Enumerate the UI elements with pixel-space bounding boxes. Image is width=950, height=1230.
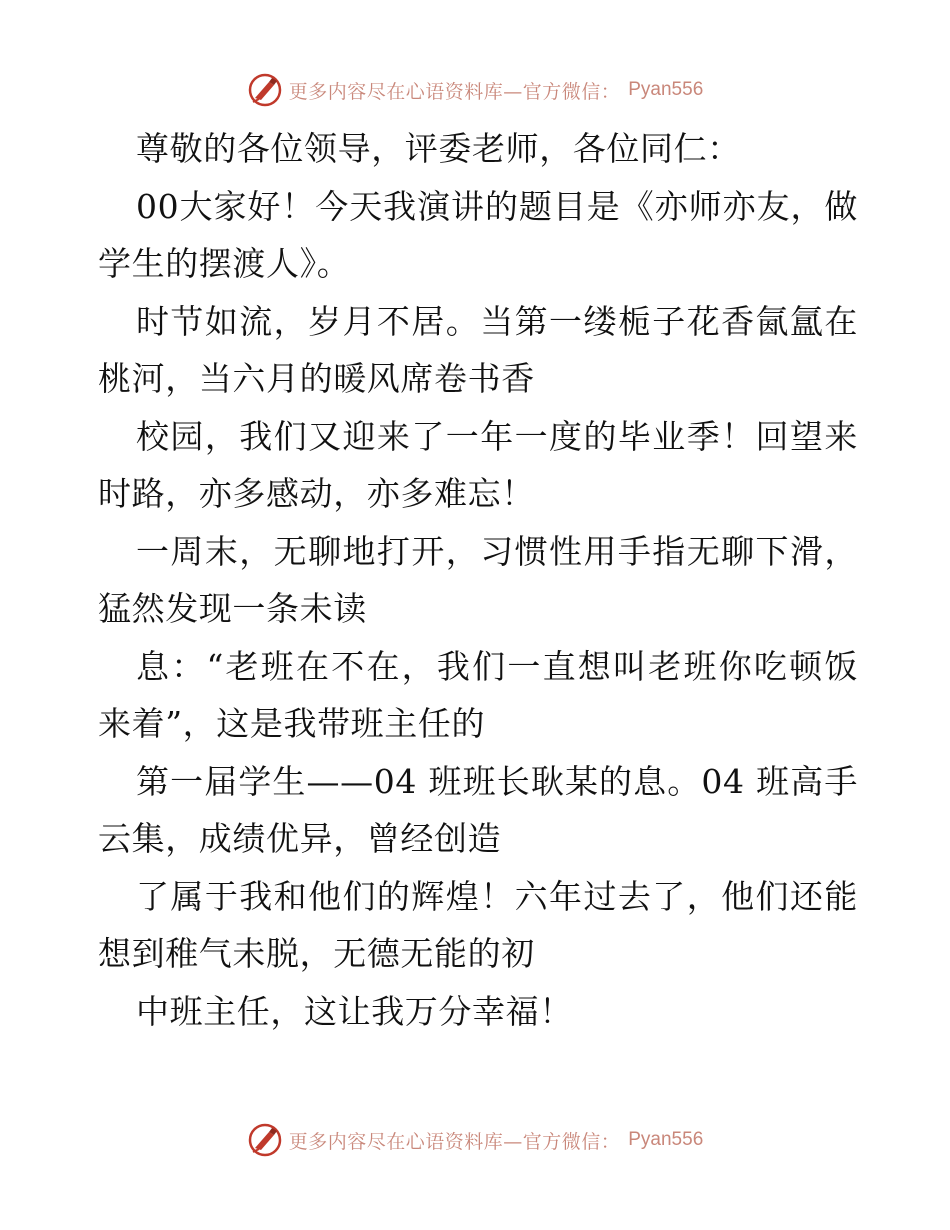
paragraph: 第一届学生——04 班班长耿某的息。04 班高手云集，成绩优异，曾经创造 (98, 761, 858, 858)
paragraph: 时节如流，岁月不居。当第一缕栀子花香氤氲在桃河，当六月的暖风席卷书香 (98, 301, 858, 398)
paragraph: 尊敬的各位领导，评委老师，各位同仁： (136, 129, 741, 168)
watermark-text: 更多内容尽在心语资料库—官方微信： (288, 80, 621, 103)
document-body (98, 120, 858, 1040)
paragraph: 校园，我们又迎来了一年一度的毕业季！回望来时路，亦多感动，亦多难忘！ (98, 416, 858, 513)
watermark-wechat-id: Pyan556 (628, 79, 704, 100)
pen-logo-icon (247, 72, 283, 108)
paragraph: 息：“老班在不在，我们一直想叫老班你吃顿饭来着”，这是我带班主任的 (98, 646, 858, 743)
watermark-wechat-id: Pyan556 (628, 1129, 704, 1150)
paragraph: 一周末，无聊地打开，习惯性用手指无聊下滑，猛然发现一条未读 (98, 531, 858, 628)
watermark-text: 更多内容尽在心语资料库—官方微信： (288, 1130, 621, 1153)
paragraph: 中班主任，这让我万分幸福！ (136, 991, 573, 1031)
paragraph: 00大家好！今天我演讲的题目是《亦师亦友，做学生的摆渡人》。 (98, 186, 858, 283)
paragraph: 了属于我和他们的辉煌！六年过去了，他们还能想到稚气未脱，无德无能的初 (98, 876, 858, 973)
pen-logo-icon (247, 1122, 283, 1158)
watermark-footer (0, 1120, 950, 1160)
watermark-header (0, 70, 950, 110)
